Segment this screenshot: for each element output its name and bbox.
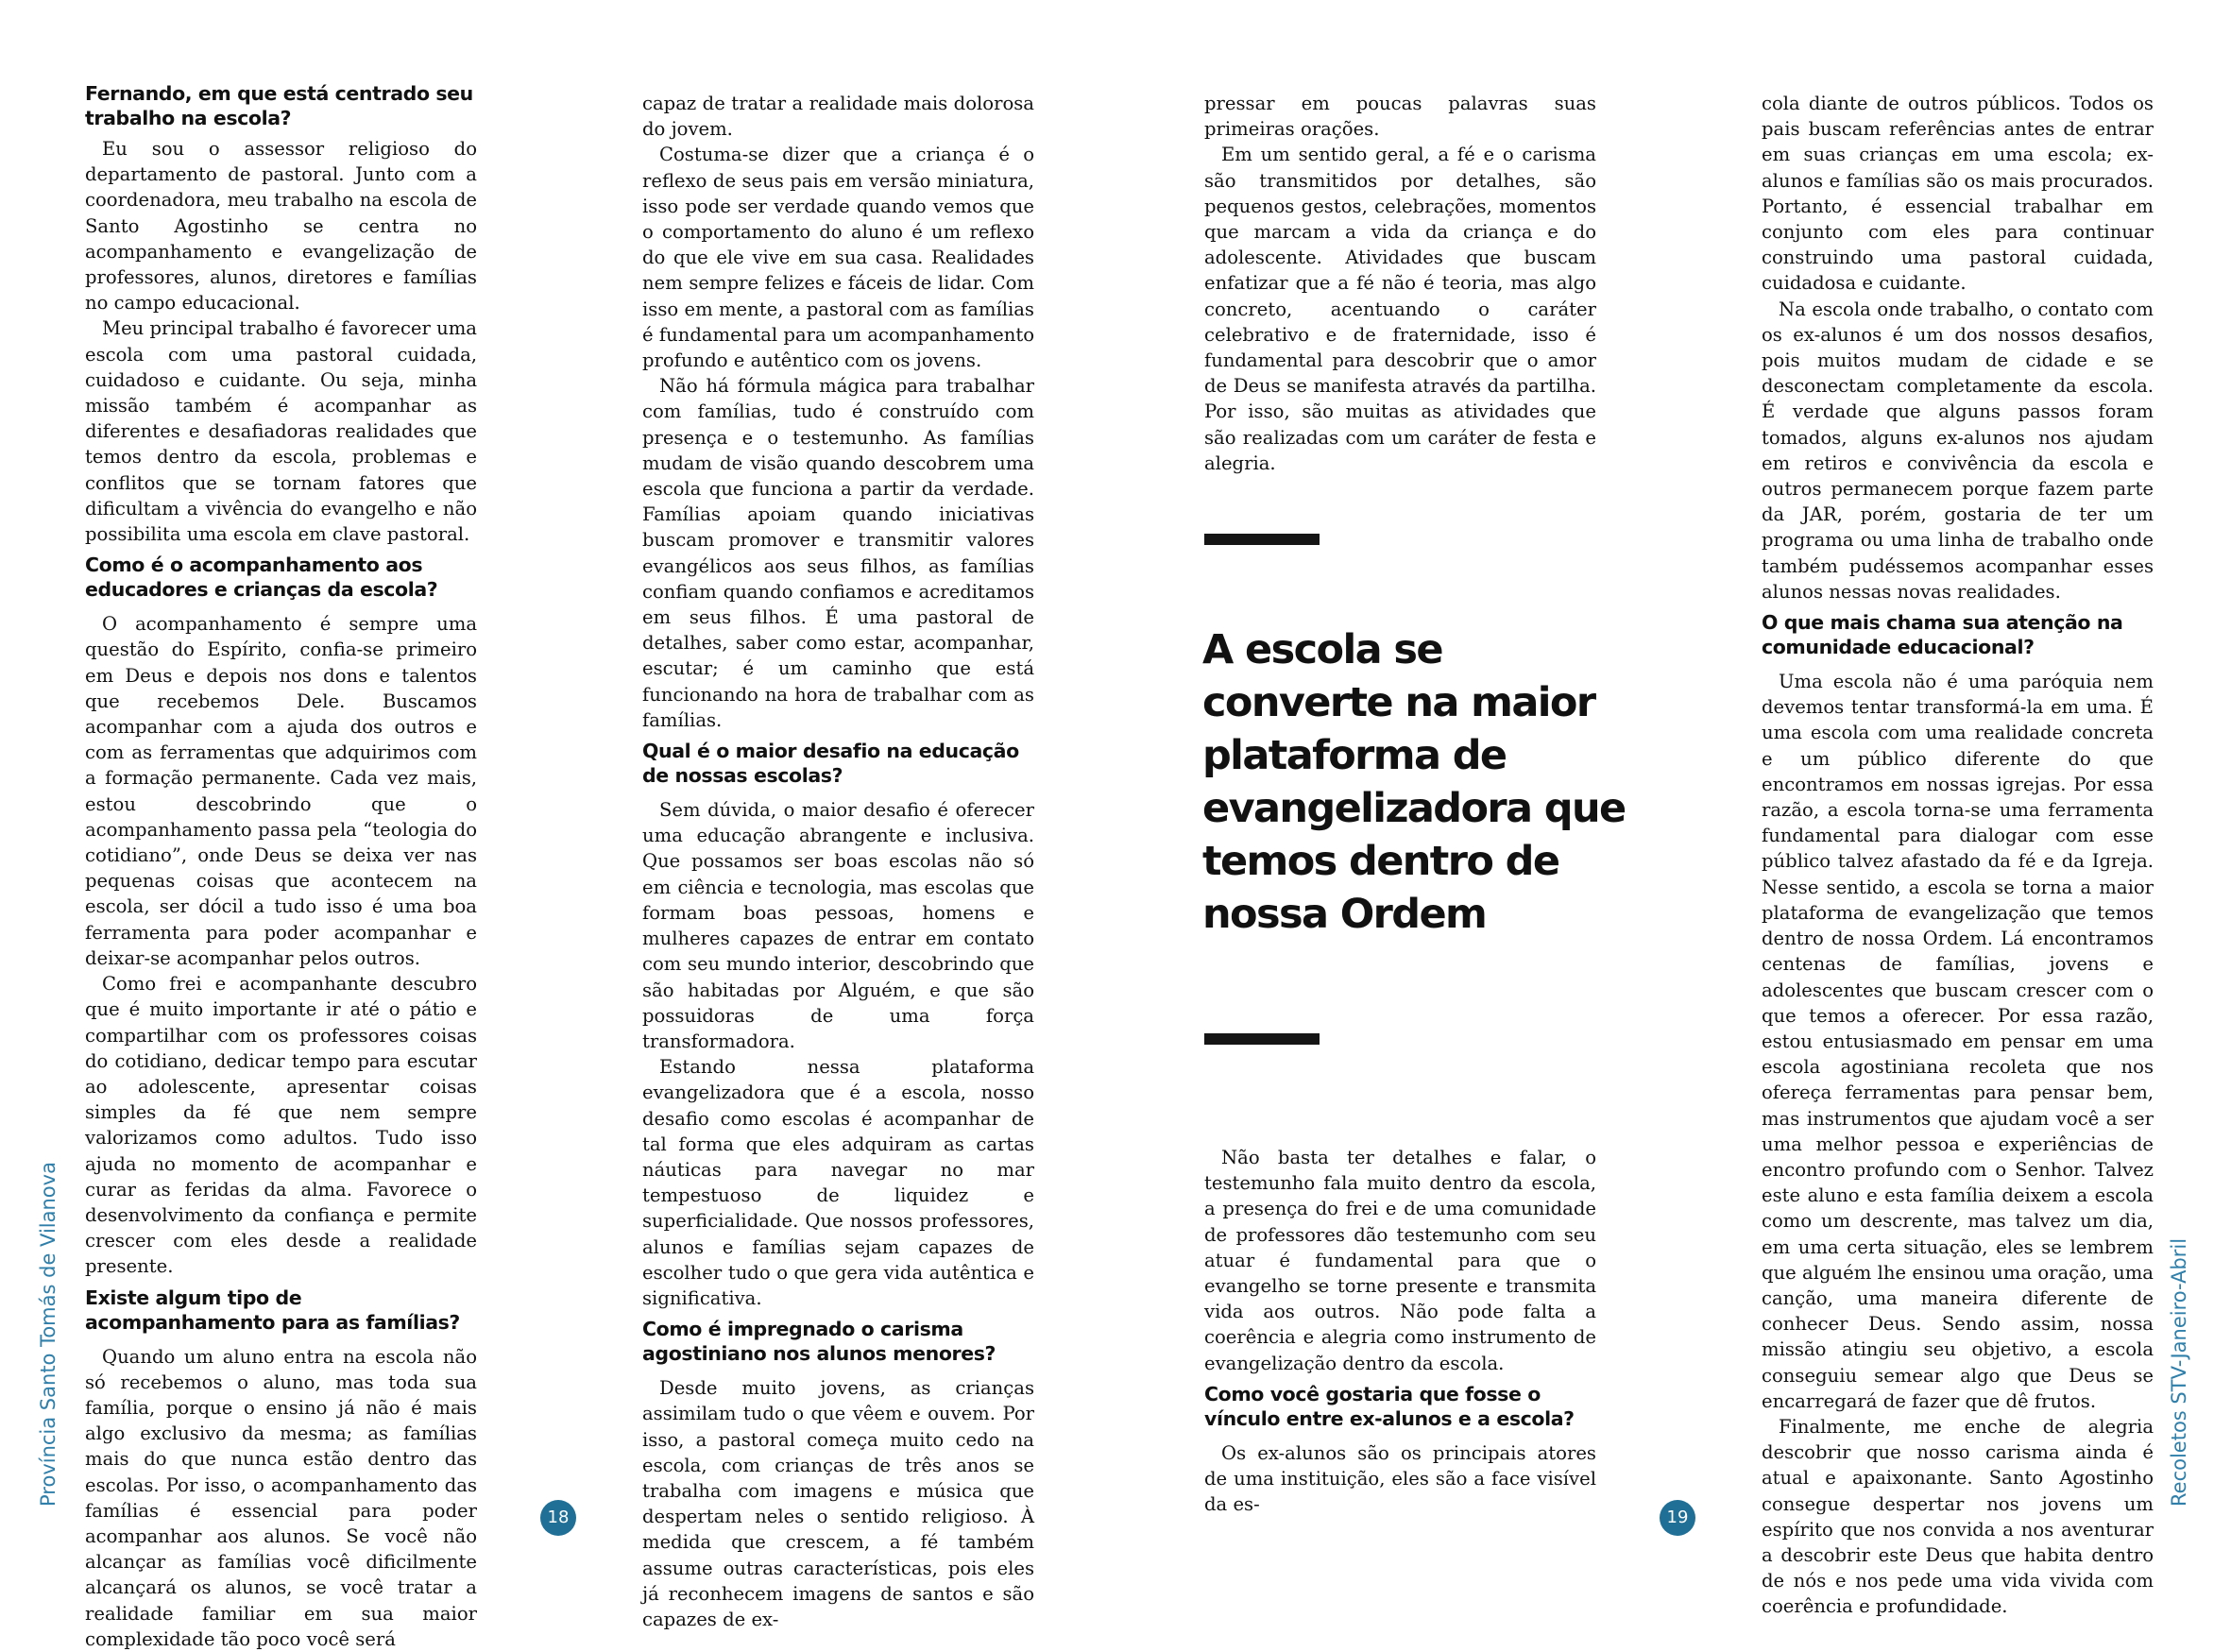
column-4 <box>1762 91 2154 1620</box>
column-2 <box>642 91 1034 1632</box>
paragraph: Como frei e acompanhante descubro que é muito importante ir até o pátio e compartilhar com os professores coisas do cotidiano, dedicar tempo para escutar ao adolescente, apresentar coisas simples da fé que nem sempre valorizamos como adultos. Tudo isso ajuda no momento de acompanhar e curar as feridas da alma. Favorece o desenvolvimento da confiança e permite crescer com eles desde a realidade presente. <box>85 973 477 1278</box>
question-heading: Como você gostaria que fosse o vínculo entre ex-alunos e a escola? <box>1204 1382 1575 1430</box>
paragraph: Quando um aluno entra na escola não só recebemos o aluno, mas toda sua família, porque o ensino já não é mais algo exclusivo da mesma; as famílias mais do que nunca estão dentro das escolas. Por isso, o acompanhamento das famílias é essencial para poder acompanhar aos alunos. Se você não alcançar as famílias você dificilmente alcançará os alunos, se você tratar a realidade familiar em sua maior complexidade tão poco você será <box>85 1345 477 1650</box>
question-heading: Qual é o maior desafio na educação de nossas escolas? <box>642 740 1019 788</box>
paragraph: Em um sentido geral, a fé e o carisma são transmitidos por detalhes, são pequenos gestos, celebrações, momentos que marcam a vida da criança e do adolescente. Atividades que buscam enfatizar que a fé não é teoria, mas algo concreto, acentuando o caráter celebrativo e de fraternidade, isso é fundamental para descobrir que o amor de Deus se manifesta através da partilha. Por isso, são muitas as atividades que são realizadas com um caráter de festa e alegria. <box>1204 144 1596 474</box>
paragraph: Uma escola não é uma paróquia nem devemos tentar transformá-la em uma. É uma escola com uma realidade concreta e um público diferente do que encontramos em nossas igrejas. Por essa razão, a escola torna-se uma ferramenta fundamental para dialogar com esse público talvez afastado da fé e da Igreja. Nesse sentido, a escola se torna a maior plataforma de evangelização que temos dentro de nossa Ordem. Lá encontramos centenas de famílias, jovens e adolescentes que buscam crescer com o que temos a oferecer. Por essa razão, estou entusiasmado em pensar em uma escola agostiniana recoleta que nos ofereça ferramentas para pensar bem, mas instrumentos que ajudam você a ser uma melhor pessoa e experiências de encontro profundo com o Senhor. Talvez este aluno e esta família deixem a escola como um descrente, mas talvez um dia, em uma certa situação, eles se lembrem que alguém lhe ensinou uma oração, uma canção, uma maneira diferente de conhecer Deus. Sendo assim, nossa missão atingiu seu objetivo, a escola conseguiu semear algo que Deus se encarregará de fazer que dê frutos. <box>1762 671 2154 1412</box>
question-heading: Existe algum tipo de acompanhamento para as famílias? <box>85 1286 460 1334</box>
column-3-top <box>1204 91 1596 476</box>
pull-quote: A escola se converte na maior plataforma de evangelizadora que temos dentro de nossa Ordem <box>1202 626 1626 938</box>
publication-side-label-right: Recoletos STV-Janeiro-Abril <box>2168 1237 2190 1507</box>
paragraph: cola diante de outros públicos. Todos os pais buscam referências antes de entrar em suas crianças em uma escola; ex-alunos e famílias são os mais procurados. Portanto, é essencial trabalhar em conjunto com eles para continuar construindo uma pastoral cuidada, cuidadosa e cuidante. <box>1762 93 2154 295</box>
paragraph: Sem dúvida, o maior desafio é oferecer uma educação abrangente e inclusiva. Que possamos ser boas escolas não só em ciência e tecnologia, mas escolas que formam boas pessoas, homens e mulheres capazes de entrar em contato com seu mundo interior, descobrindo que são habitadas por Alguém, e que são possuidoras de uma força transformadora. <box>642 799 1034 1052</box>
paragraph: Não basta ter detalhes e falar, o testemunho fala muito dentro da escola, a presença do frei e de uma comunidade de professores dão testemunho com seu atuar é fundamental para que o evangelho se torne presente e transmita vida aos outros. Não pode falta a coerência e alegria como instrumento de evangelização dentro da escola. <box>1204 1147 1596 1374</box>
pull-quote-top-rule <box>1204 534 1320 545</box>
page-number-left: 18 <box>540 1500 576 1536</box>
paragraph: Estando nessa plataforma evangelizadora que é a escola, nosso desafio como escolas é acompanhar de tal forma que eles adquiram as cartas náuticas para navegar no mar tempestuoso de liquidez e superficialidade. Que nossos professores, alunos e famílias sejam capazes de escolher tudo o que gera vida autêntica e significativa. <box>642 1056 1034 1309</box>
paragraph: Finalmente, me enche de alegria descobrir que nosso carisma ainda é atual e apaixonante. Santo Agostinho consegue despertar nos jovens um espírito que nos convida a nos aventurar a descobrir este Deus que habita dentro de nós e nos pede uma vida vivida com coerência e profundidade. <box>1762 1415 2154 1618</box>
pull-quote-bottom-rule <box>1204 1033 1320 1045</box>
paragraph: Meu principal trabalho é favorecer uma escola com uma pastoral cuidada, cuidadoso e cuidante. Ou seja, minha missão também é acompanhar as diferentes e desafiadoras realidades que temos dentro da escola, problemas e conflitos que se tornam fatores que dificultam a vivência do evangelho e não possibilita uma escola em clave pastoral. <box>85 317 477 546</box>
column-3-bottom <box>1204 1145 1596 1517</box>
paragraph: Não há fórmula mágica para trabalhar com famílias, tudo é construído com presença e o testemunho. As famílias mudam de visão quando descobrem uma escola que funciona a partir da verdade. Famílias apoiam quando iniciativas buscam promover e transmitir valores evangélicos aos seus filhos, as famílias confiam quando confiamos e acreditamos em seus filhos. É uma pastoral de detalhes, saber como estar, acompanhar, escutar; é um caminho que está funcionando na hora de trabalhar com as famílias. <box>642 375 1034 731</box>
question-heading: O que mais chama sua atenção na comunidade educacional? <box>1762 611 2123 659</box>
paragraph: capaz de tratar a realidade mais dolorosa do jovem. <box>642 93 1034 141</box>
paragraph: Os ex-alunos são os principais atores de uma instituição, eles são a face visível da es- <box>1204 1441 1596 1516</box>
paragraph: Costuma-se dizer que a criança é o reflexo de seus pais em versão miniatura, isso pode ser verdade quando vemos que o comportamento do aluno é um reflexo do que ele vive em sua casa. Realidades nem sempre felizes e fáceis de lidar. Com isso em mente, a pastoral com as famílias é fundamental para um acompanhamento profundo e autêntico com os jovens. <box>642 144 1034 372</box>
page-number-right: 19 <box>1660 1500 1695 1536</box>
question-heading: Como é o acompanhamento aos educadores e crianças da escola? <box>85 554 438 602</box>
paragraph: pressar em poucas palavras suas primeiras orações. <box>1204 93 1596 141</box>
question-heading: Como é impregnado o carisma agostiniano nos alunos menores? <box>642 1318 996 1366</box>
publication-side-label-left: Província Santo Tomás de Vilanova <box>37 1162 60 1507</box>
paragraph: O acompanhamento é sempre uma questão do Espírito, confia-se primeiro em Deus e depois nos dons e talentos que recebemos Dele. Buscamos acompanhar com a ajuda dos outros e com as ferramentas que adquirimos com a formação permanente. Cada vez mais, estou descobrindo que o acompanhamento passa pela “teologia do cotidiano”, onde Deus se deixa ver nas pequenas coisas que acontecem na escola, ser dócil a tudo isso é uma boa ferramenta para poder acompanhar e deixar-se acompanhar pelos outros. <box>85 613 477 969</box>
question-heading: Fernando, em que está centrado seu trabalho na escola? <box>85 82 473 129</box>
paragraph: Desde muito jovens, as crianças assimilam tudo o que vêem e ouvem. Por isso, a pastoral começa muito cedo na escola, com crianças de três anos se trabalha com imagens e música que despertam neles o sentido religioso. À medida que crescem, a fé também assume outras características, pois eles já reconhecem imagens de santos e são capazes de ex- <box>642 1377 1034 1630</box>
paragraph: Na escola onde trabalho, o contato com os ex-alunos é um dos nossos desafios, pois muitos mudam de cidade e se desconectam completamente da escola. É verdade que alguns passos foram tomados, alguns ex-alunos nos ajudam em retiros e convivência da escola e outros permanecem porque fazem parte da JAR, porém, gostaria de ter um programa ou uma linha de trabalho onde também pudéssemos acompanhar esses alunos nessas novas realidades. <box>1762 298 2154 603</box>
paragraph: Eu sou o assessor religioso do departamento de pastoral. Junto com a coordenadora, meu trabalho na escola de Santo Agostinho se centra no acompanhamento e evangelização de professores, alunos, diretores e famílias no campo educacional. <box>85 138 477 315</box>
column-1 <box>85 81 477 1652</box>
